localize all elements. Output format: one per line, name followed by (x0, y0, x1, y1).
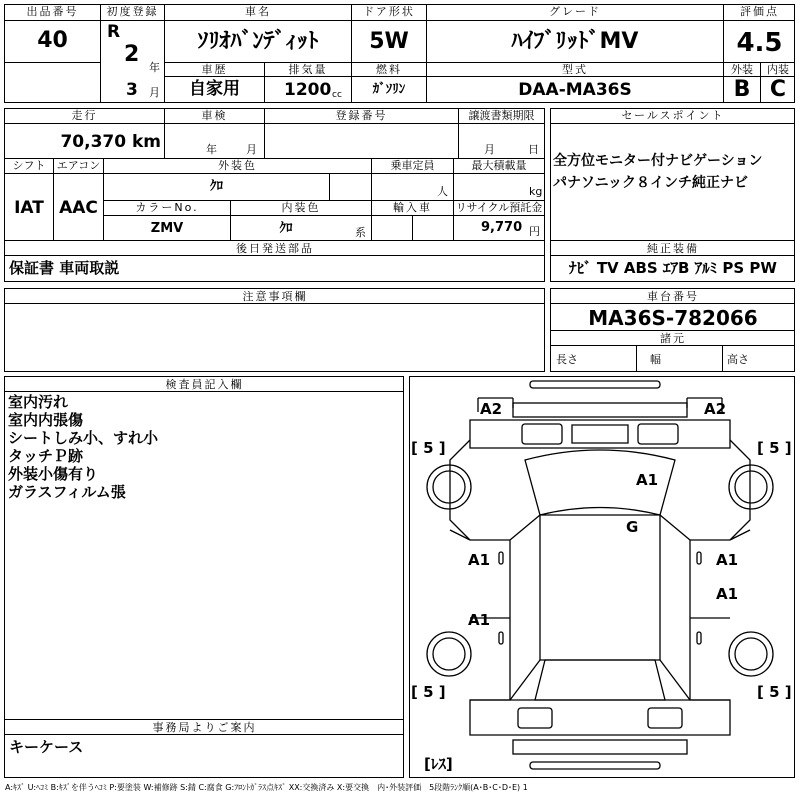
inspector-note-1: 室内汚れ (8, 393, 69, 411)
damage-g-windshield: G (626, 518, 639, 536)
damage-a1-roof: A1 (636, 471, 659, 489)
exterior-grade: B (733, 77, 751, 102)
right-front-handle (697, 552, 701, 564)
tire-rear-right: [ 5 ] (757, 683, 792, 701)
damage-a1-right-rear-door: A1 (716, 585, 739, 603)
model-code: DAA-MA36S (518, 80, 632, 100)
fuel-label: 燃料 (376, 63, 402, 76)
inspection-year-unit: 年 (206, 143, 217, 156)
sales-point-line-2: パナソニック８インチ純正ナビ (553, 175, 749, 191)
exterior-color-value: ｸﾛ (210, 179, 223, 194)
height-label: 高さ (727, 353, 749, 366)
later-parts-value: 保証書 車両取説 (9, 259, 120, 277)
history-label: 車歴 (201, 63, 228, 76)
capacity-label: 乗車定員 (390, 159, 435, 172)
color-no-value: ZMV (150, 221, 184, 236)
damage-legend: A:ｷｽﾞ U:ﾍｺﾐ B:ｷｽﾞを伴うﾍｺﾐ P:要塗装 W:補修跡 S:錆 C:腐食 G:ﾌﾛﾝﾄｶﾞﾗｽ点ｷｽﾞ XX:交換済み X:要交換 内･外装評価 5段階ﾗﾝｸ順(A･B･C･D･E) 1 (5, 783, 528, 792)
damage-a2-front-left: A2 (480, 400, 503, 418)
recycle-unit: 円 (529, 225, 540, 238)
interior-color-unit: 系 (355, 226, 366, 239)
tire-front-left: [ 5 ] (411, 439, 446, 457)
tire-rear-left: [ 5 ] (411, 683, 446, 701)
office-notice-label: 事務局よりご案内 (152, 721, 257, 734)
inspector-notes-label: 検査員記入欄 (165, 378, 244, 391)
genuine-equipment-label: 純正装備 (647, 242, 699, 255)
month-unit: 月 (149, 86, 160, 99)
inspection-month-unit: 月 (246, 143, 257, 156)
door-type: 5W (369, 29, 409, 54)
sales-point-line-1: 全方位モニター付ナビゲーション (553, 153, 763, 169)
exterior-color-label: 外装色 (218, 159, 257, 172)
displacement-value: 1200 (284, 80, 332, 100)
interior-label: 内装 (767, 63, 789, 76)
hood-outline (470, 420, 730, 448)
score-label: 評価点 (740, 5, 779, 18)
spare-tire: [ﾚｽ] (424, 755, 453, 773)
left-headlight (522, 424, 562, 444)
chassis-no-label: 車台番号 (647, 290, 699, 303)
damage-a2-front-right: A2 (704, 400, 727, 418)
rear-bumper-bottom (530, 762, 660, 769)
right-front-fender (730, 440, 750, 540)
interior-grade: C (769, 77, 787, 102)
grille (572, 425, 628, 443)
rear-glass (535, 660, 665, 700)
interior-color-label: 内装色 (281, 201, 321, 214)
inspector-note-4: タッチＰ跡 (8, 447, 84, 465)
left-pillars (510, 515, 540, 700)
damage-a1-left-front-door: A1 (468, 551, 491, 569)
aircon-value: AAC (59, 198, 98, 218)
front-bumper (513, 403, 687, 417)
inspector-note-3: シートしみ小、すれ小 (8, 429, 159, 447)
front-bumper-top (530, 381, 660, 388)
office-notice-value: キーケース (9, 738, 84, 756)
roof-outline (540, 515, 660, 660)
car-name-label: 車名 (245, 5, 271, 18)
right-taillight (648, 708, 682, 728)
mileage-label: 走行 (71, 109, 98, 122)
grade-value: ﾊｲﾌﾞﾘｯﾄﾞMV (511, 29, 639, 54)
lot-number: 40 (37, 28, 68, 53)
grade-label: グレード (549, 5, 601, 18)
shift-value: IAT (14, 198, 44, 218)
notes-label: 注意事項欄 (242, 290, 308, 303)
fuel-type: ｶﾞｿﾘﾝ (372, 82, 406, 97)
inspector-note-6: ガラスフィルム張 (8, 483, 126, 501)
specs-label: 諸元 (660, 332, 686, 345)
capacity-unit: 人 (437, 185, 448, 198)
era-letter: R (107, 22, 121, 42)
color-no-label: カラーNo. (135, 201, 199, 214)
sales-point-label: セールスポイント (621, 109, 725, 122)
tailgate (470, 700, 730, 735)
registration-year: 2 (124, 42, 140, 67)
left-taillight (518, 708, 552, 728)
year-unit: 年 (149, 61, 160, 74)
interior-color-value: ｸﾛ (279, 221, 293, 236)
transfer-day-unit: 日 (528, 143, 539, 156)
width-label: 幅 (650, 353, 661, 366)
registration-no-label: 登録番号 (335, 109, 388, 122)
auction-score: 4.5 (736, 28, 783, 58)
left-rear-handle (499, 632, 503, 644)
transfer-month-unit: 月 (484, 143, 495, 156)
length-label: 長さ (556, 353, 578, 366)
recycle-label: リサイクル預託金 (455, 201, 543, 214)
damage-a1-right-front-door: A1 (716, 551, 739, 569)
recycle-value: 9,770 (481, 220, 523, 235)
left-front-handle (499, 552, 503, 564)
mileage-value: 70,370 km (60, 132, 161, 152)
right-rear-handle (697, 632, 701, 644)
damage-a1-left-rear-door: A1 (468, 611, 491, 629)
door-label: ドア形状 (363, 5, 415, 18)
right-pillars (660, 515, 690, 700)
max-load-label: 最大積載量 (471, 159, 527, 172)
later-parts-label: 後日発送部品 (236, 242, 314, 255)
mirrors (450, 530, 750, 540)
import-label: 輸入車 (393, 201, 432, 214)
model-label: 型式 (562, 63, 588, 76)
genuine-equipment-value: ﾅﾋﾞ TV ABS ｴｱB ｱﾙﾐ PS PW (569, 259, 777, 277)
max-load-unit: kg (529, 185, 543, 198)
inspection-label: 車検 (201, 109, 228, 122)
first-registration-label: 初度登録 (106, 5, 159, 18)
tire-front-right: [ 5 ] (757, 439, 792, 457)
car-name: ｿﾘｵﾊﾞﾝﾃﾞｨｯﾄ (197, 29, 319, 54)
aircon-label: エアコン (56, 159, 101, 172)
rear-bumper (513, 740, 687, 754)
displacement-label: 排気量 (288, 63, 328, 76)
exterior-label: 外装 (731, 63, 753, 76)
inspector-note-2: 室内内張傷 (8, 411, 84, 429)
registration-month: 3 (126, 80, 138, 100)
left-front-fender (450, 440, 470, 540)
right-headlight (638, 424, 678, 444)
car-history: 自家用 (189, 79, 240, 99)
lot-label: 出品番号 (26, 5, 79, 18)
inspector-note-5: 外装小傷有り (8, 465, 99, 483)
transfer-deadline-label: 譲渡書類期限 (468, 109, 535, 122)
shift-label: シフト (12, 159, 46, 172)
displacement-unit: cc (332, 90, 342, 100)
chassis-no-value: MA36S-782066 (588, 306, 758, 330)
